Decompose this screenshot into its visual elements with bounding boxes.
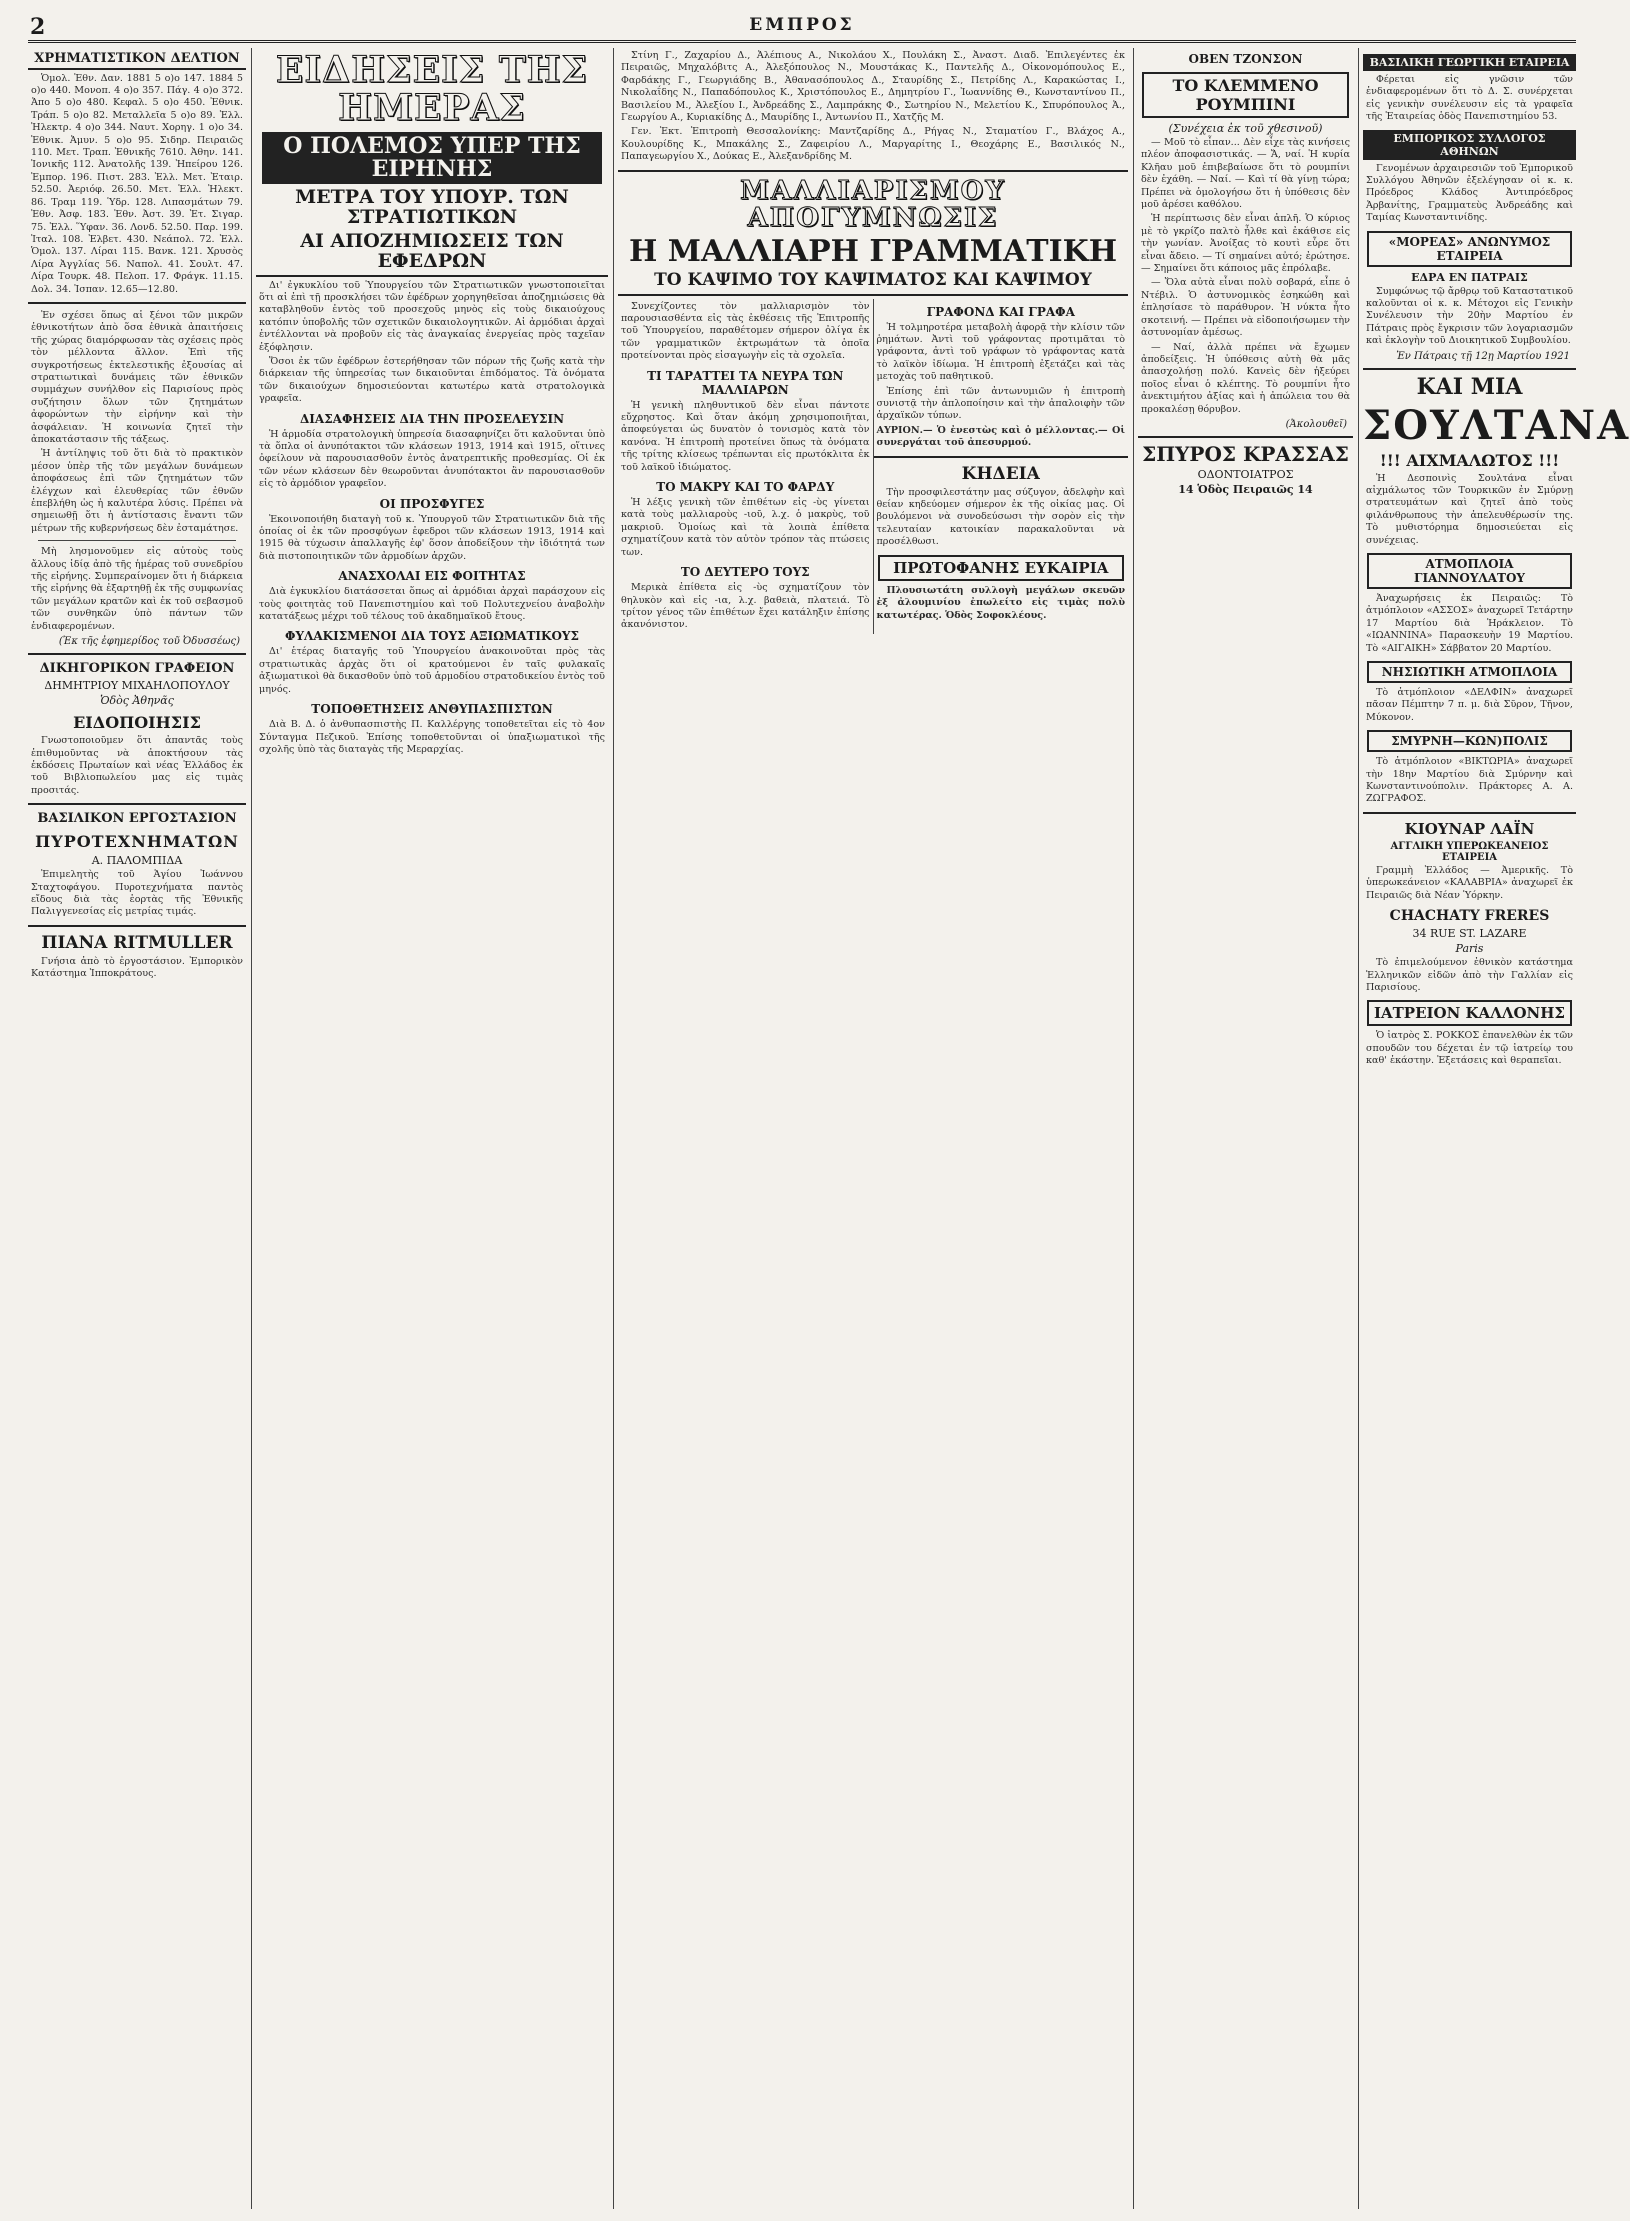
ad-title: ΣΟΥΛΤΑΝΑ [1363, 401, 1630, 449]
article-text: Διὰ Β. Δ. ὁ ἀνθυπασπιστὴς Π. Καλλέργης τοποθετεῖται εἰς τὸ 4ον Σύνταγμα Πεζικοῦ. Ἐπίσης τοποθετοῦνται οἱ ὑπαξιωματικοὶ τῆς σχολῆς ὑπὸ τὰς διαταγὰς τῆς Μεραρχίας. [259, 719, 605, 755]
ad-title: ΣΜΥΡΝΗ—ΚΩΝ)ΠΟΛΙΣ [1367, 730, 1572, 752]
subheading: ΑΝΑΣΧΟΛΑΙ ΕΙΣ ΦΟΙΤΗΤΑΣ [338, 569, 526, 584]
ad-pretitle: ΚΑΙ ΜΙΑ [1416, 373, 1523, 400]
column-2 [256, 48, 608, 2209]
list-text: Στίνη Γ., Ζαχαρίου Δ., Ἀλέπιους Α., Νικολάου Χ., Πουλάκη Σ., Ἀναστ. Διαδ. Ἐπιλεγέντες ἐκ Πειραιῶς, Μηχαλόβιτς Α., Ἀλεξόπουλος Ν., Μουστάκας Κ., Παντελῆς Δ., Οἰκονομόπουλος Ε., Φαρδάκης Γ., Γεωργιάδης Β., Ἀθανασόπουλος Δ., Σταυρίδης Σ., Πετρίδης Λ., Καρακώστας Ι., Νικολαΐδης Ν., Παπαδόπουλος Κ., Χριστόπουλος Ε., Δημητρίου Γ., Ἰωαννίδης Θ., Κωνσταντίνου Π., Βασιλείου Μ., Ἀλεξίου Ι., Ἀνδρεάδης Σ., Λαμπράκης Φ., Σωτηρίου Ν., Μελετίου Κ., Σπυρόπουλος Ἀ., Γεωργίου Α., Κυριακίδης Δ., Μαυρίδης Ι., Ἀντωνίου Π., Χατζῆς Μ. [621, 50, 1125, 124]
masthead [28, 14, 1576, 43]
story-text: — Ὅλα αὐτὰ εἶναι πολὺ σοβαρά, εἶπε ὁ Ντέβιλ. Ὁ ἀστυνομικὸς ἐσηκώθη καὶ ἐπλησίασε τὸ παράθυρον. Ἡ νύκτα ἦτο σκοτεινή. — Πρέπει νὰ εἰδοποιήσωμεν τὴν ἀστυνομίαν ἀμέσως. [1141, 277, 1350, 339]
ad-subtitle: ΕΔΡΑ ΕΝ ΠΑΤΡΑΙΣ [1411, 270, 1528, 284]
article-text: Ὅσοι ἐκ τῶν ἐφέδρων ἐστερήθησαν τῶν πόρων τῆς ζωῆς κατὰ τὴν διάρκειαν τῆς ὑπηρεσίας των δικαιοῦνται ἐπιδόματος. Τὰ ὀνόματα τῶν δικαιούχων δημοσιεύονται κατωτέρω κατὰ στρατολογικὰ γραφεῖα. [259, 355, 605, 405]
article-text: Ἡ τολμηροτέρα μεταβολὴ ἀφορᾷ τὴν κλίσιν τῶν ῥημάτων. Ἀντὶ τοῦ γράφοντας προτιμᾶται τὸ γράφοντα, ἀντὶ τοῦ γράφων τὸ γράφοντας κατὰ τὸ λαϊκὸν ἰδίωμα. Ἡ ἐπιτροπὴ ἐξετάζει καὶ τὰς μετοχὰς τοῦ παθητικοῦ. [876, 321, 1125, 383]
ad-text: Τὸ ἀτμόπλοιον «ΔΕΛΦΙΝ» ἀναχωρεῖ πᾶσαν Πέμπτην 7 π. μ. διὰ Σῦρον, Τῆνον, Μύκονον. [1366, 687, 1573, 723]
ad-title: ΠΙΑΝΑ RITMULLER [41, 932, 233, 953]
subheading: ΤΟ ΜΑΚΡΥ ΚΑΙ ΤΟ ΦΑΡΔΥ [656, 480, 835, 495]
ad-title: ΠΡΩΤΟΦΑΝΗΣ ΕΥΚΑΙΡΙΑ [878, 555, 1125, 581]
divider [1363, 368, 1576, 370]
ad-title: ΝΗΣΙΩΤΙΚΗ ΑΤΜΟΠΛΟΙΑ [1367, 661, 1572, 683]
article-text: Ἐπίσης ἐπὶ τῶν ἀντωνυμιῶν ἡ ἐπιτροπὴ συνιστᾷ τὴν ἀπλοποίησιν καὶ τὴν ἀπαλοιφὴν τῶν ἀρχαϊκῶν τύπων. [876, 385, 1125, 422]
ad-title: ΑΤΜΟΠΛΟΙΑ ΓΙΑΝΝΟΥΛΑΤΟΥ [1367, 553, 1572, 589]
ad-text: Τὸ ἐπιμελούμενον ἐθνικὸν κατάστημα Ἑλληνικῶν εἰδῶν ἀπὸ τὴν Γαλλίαν εἰς Παρισίους. [1366, 957, 1573, 993]
ad-title: ΒΑΣΙΛΙΚΗ ΓΕΩΡΓΙΚΗ ΕΤΑΙΡΕΙΑ [1363, 54, 1576, 71]
ad-text: Πλουσιωτάτη συλλογὴ μεγάλων σκευῶν ἐξ ἀλουμινίου ἐπωλείτο εἰς τιμὰς πολὺ κατωτέρας. Ὁδὸς Σοφοκλέους. [876, 584, 1125, 621]
ad-title: ΙΑΤΡΕΙΟΝ ΚΑΛΛΟΝΗΣ [1367, 1000, 1572, 1026]
ad-title: ΚΙΟΥΝΑΡ ΛΑΪΝ [1404, 819, 1535, 838]
column-4 [1138, 48, 1353, 2209]
subheading: ΤΙ ΤΑΡΑΤΤΕΙ ΤΑ ΝΕΥΡΑ ΤΩΝ ΜΑΛΛΙΑΡΩΝ [647, 368, 844, 397]
ad-text: Τὸ ἀτμόπλοιον «ΒΙΚΤΩΡΙΑ» ἀναχωρεῖ τὴν 18ην Μαρτίου διὰ Σμύρνην καὶ Κωνσταντινούπολιν. Πράκτορες Α. Α. ΖΩΓΡΑΦΟΣ. [1366, 756, 1573, 805]
story-text: Ἡ περίπτωσις δὲν εἶναι ἀπλῆ. Ὁ κύριος μὲ τὸ γκρίζο παλτὸ ἦλθε καὶ ἐκάθισε εἰς τὴν γωνίαν. Ἀνοίξας τὸ κουτὶ εὗρε ὅτι εἶναι ἄδειο. — Τί σημαίνει αὐτό; ἐρώτησε. — Σημαίνει ὅτι κάποιος μᾶς ἐπρόλαβε. [1141, 213, 1350, 275]
ad-text: Γενομένων ἀρχαιρεσιῶν τοῦ Ἐμπορικοῦ Συλλόγου Ἀθηνῶν ἐξελέγησαν οἱ κ. κ. Πρόεδρος Κλάδος Ἀντιπρόεδρος Ἀρβανίτης, Γραμματεὺς Ἀνδρεάδης καὶ Ταμίας Κωνσταντινίδης. [1366, 162, 1573, 224]
ad-subtitle: ΑΓΓΛΙΚΗ ΥΠΕΡΩΚΕΑΝΕΙΟΣ ΕΤΑΙΡΕΙΑ [1390, 840, 1549, 863]
headline-3: ΤΟ ΚΑΨΙΜΟ ΤΟΥ ΚΑΨΙΜΑΤΟΣ ΚΑΙ ΚΑΨΙΜΟΥ [618, 272, 1128, 296]
ad-text: Γραμμὴ Ἑλλάδος — Ἀμερικῆς. Τὸ ὑπερωκεάνειον «ΚΑΛΑΒΡΙΑ» ἀναχωρεῖ ἐκ Πειραιῶς διὰ Νέαν Ὑόρκην. [1366, 864, 1573, 901]
markets-title: ΧΡΗΜΑΤΙΣΤΙΚΟΝ ΔΕΛΤΙΟΝ [28, 52, 246, 70]
article-text: Τὴν προσφιλεστάτην μας σύζυγον, ἀδελφὴν καὶ θείαν κηδεύομεν σήμερον ἐκ τῆς οἰκίας μας. Οἱ βουλόμενοι νὰ συνοδεύσωσι τὴν σορὸν εἰς τὴν τελευταίαν κατοικίαν παρακαλοῦνται νὰ προσέλθωσι. [876, 486, 1125, 548]
divider [1363, 812, 1576, 814]
article-text: Μερικὰ ἐπίθετα εἰς -ὺς σχηματίζουν τὸν θηλυκὸν καὶ εἰς -ια, λ.χ. βαθειὰ, πλατειά. Τὸ τρίτον γένος τῶν ἐπιθέτων ἔχει κατάληξιν ἐπίσης ἀκανόνιστον. [621, 582, 870, 631]
list-text: Γεν. Ἐκτ. Ἐπιτροπὴ Θεσσαλονίκης: Μαντζαρίδης Δ., Ρήγας Ν., Σταματίου Γ., Βλάχος Α., Κουλουρίδης Κ., Μπακάλης Σ., Ζαφειρίου Λ., Μαργαρίτης Ι., Θεοχάρης Ε., Βασιλικός Ν., Παπαγεωργίου Χ., Δούκας Ε., Ἀλεξανδρίδης Μ. [621, 126, 1125, 163]
article-text: Δι' ἑτέρας διαταγῆς τοῦ Ὑπουργείου ἀνακοινοῦται πρὸς τὰς στρατιωτικὰς ἀρχὰς ὅτι οἱ κρατούμενοι ἐν ταῖς φυλακαῖς ἀξιωματικοὶ θὰ δικασθοῦν ὑπὸ τοῦ ἁρμοδίου στρατοδικείου ἐντὸς τοῦ μηνός. [259, 646, 605, 695]
article-columns [618, 299, 1128, 634]
column-1 [28, 48, 246, 2209]
subheading: ΤΟ ΔΕΥΤΕΡΟ ΤΟΥΣ [680, 565, 810, 580]
article-text: Ἡ ἁρμοδία στρατολογικὴ ὑπηρεσία διασαφηνίζει ὅτι καλοῦνται ὑπὸ τὰ ὅπλα οἱ ἀνυπότακτοι τῶν κλάσεων 1913, 1914 καὶ 1915, οἵτινες ὀφείλουν νὰ παρουσιασθοῦν ἐντὸς ἀνατρεπτικῆς προθεσμίας. Οἱ ἐκ τῶν νέων κλάσεων δὲν θεωροῦνται ἀνυπότακτοι ἂν παρουσιασθοῦν εἰς τὸ ἀρμόδιον γραφεῖον. [259, 428, 605, 490]
subheading: ΔΙΑΣΑΦΗΣΕΙΣ ΔΙΑ ΤΗΝ ΠΡΟΣΕΛΕΥΣΙΝ [299, 411, 565, 426]
ad-text: Φέρεται εἰς γνῶσιν τῶν ἐνδιαφερομένων ὅτι τὸ Δ. Σ. συνέρχεται εἰς γενικὴν συνέλευσιν εἰς τὰ γραφεῖα τῆς Ἑταιρείας ὁδὸς Πανεπιστημίου 53. [1366, 74, 1573, 123]
story-author: ΟΒΕΝ ΤΖΟΝΣΟΝ [1188, 52, 1303, 66]
subheading: ΦΥΛΑΚΙΣΜΕΝΟΙ ΔΙΑ ΤΟΥΣ ΑΞΙΩΜΑΤΙΚΟΥΣ [285, 629, 579, 644]
column-3 [618, 48, 1128, 2209]
article-right [874, 299, 1129, 634]
ad-text: Συμφώνως τῷ ἄρθρῳ τοῦ Καταστατικοῦ καλοῦνται οἱ κ. κ. Μέτοχοι εἰς Γενικὴν Συνέλευσιν τὴν 20ὴν Μαρτίου ἐν Πάτραις πρὸς ἔγκρισιν τῶν λογαριασμῶν καὶ ἐκλογὴν τοῦ Διοικητικοῦ Συμβουλίου. [1366, 285, 1573, 347]
story-text: — Ναί, ἀλλὰ πρέπει νὰ ἔχωμεν ἀποδείξεις. Ἡ ὑπόθεσις αὐτὴ θὰ μᾶς ἀπασχολήσῃ πολύ. Κανεὶς δὲν ἠξεύρει ποῖος εἶναι ὁ κλέπτης. Τὸ ρουμπίνι ἦτο ἀνεκτιμήτου ἀξίας καὶ ἡ ἀπώλεια του θὰ προκαλέσῃ θόρυβον. [1141, 341, 1350, 415]
article-text: Ἐκοινοποιήθη διαταγὴ τοῦ κ. Ὑπουργοῦ τῶν Στρατιωτικῶν διὰ τῆς ὁποίας οἱ ἐκ τῶν προσφύγων ἐφεδροι τῶν κλάσεων 1913, 1914 καὶ 1915 θὰ τύχωσιν ἀπαλλαγῆς ἐφ' ὅσον ἀποδείξουν τὴν ἰδιότητά των διὰ πιστοποιητικῶν τῶν ἀρμοδίων ἀρχῶν. [259, 513, 605, 562]
divider [28, 925, 246, 927]
article-text: Συνεχίζοντες τὸν μαλλιαρισμὸν τὸν παρουσιασθέντα εἰς τὰς ἐκθέσεις τῆς Ἐπιτροπῆς τοῦ Ὑπουργείου, παραθέτομεν σήμερον ὀλίγα ἐκ τῶν γραμματικῶν ἐκτρωμάτων τὰ ὁποῖα προτείνονται πρὸς εἰσαγωγὴν εἰς τὰ σχολεῖα. [621, 300, 870, 362]
ad-title: ΕΜΠΟΡΙΚΟΣ ΣΥΛΛΟΓΟΣ ΑΘΗΝΩΝ [1363, 130, 1576, 160]
article-text: Ἡ ἀντίληψις τοῦ ὅτι διὰ τὸ πρακτικὸν μέσον ὑπὲρ τῆς τῶν μεγάλων δυνάμεων ἀποφάσεως ἐπὶ τῶν ζητημάτων τῶν ἐλέγχων καὶ ἐλευθερίας τῶν ἐθνῶν ἐπεβλήθη ὡς ἡ καλυτέρα λύσις. Πρέπει νὰ σημειωθῇ ὅτι ἡ ἀντίστασις ἔναντι τῶν μέτρων τῆς κυβερνήσεως δὲν ἐσταμάτησε. [31, 448, 243, 534]
article-signature: ΑΥΡΙΟΝ.— Ὁ ἐνεστὼς καὶ ὁ μέλλοντας.— Οἱ συνεργάται τοῦ ἀπεσυρμού. [876, 424, 1125, 449]
column-5 [1363, 48, 1630, 2209]
ad-text: Ὁ ἰατρὸς Σ. ΡΟΚΚΟΣ ἐπανελθὼν ἐκ τῶν σπουδῶν του δέχεται ἐν τῷ ἰατρείῳ του καθ' ἑκάστην. Ἐξετάσεις καὶ θεραπεῖαι. [1366, 1030, 1573, 1067]
ad-address: 34 RUE ST. LAZARE [1412, 927, 1527, 941]
section-title: ΕΙΔΗΣΕΙΣ ΤΗΣ ΗΜΕΡΑΣ [275, 49, 589, 129]
ad-title: «ΜΟΡΕΑΣ» ΑΝΩΝΥΜΟΣ ΕΤΑΙΡΕΙΑ [1367, 231, 1572, 267]
article-text: Μὴ λησμονοῦμεν εἰς αὐτοὺς τοὺς ἄλλους ἰδίᾳ ἀπὸ τῆς ἡμέρας τοῦ συνεδρίου τῆς εἰρήνης. Συμπεραίνομεν ὅτι ἡ διάρκεια τῆς εἰρήνης θὰ ἐξαρτηθῇ ἐκ τῆς συμφωνίας τῶν μεγάλων κρατῶν καὶ ἐκ τοῦ σεβασμοῦ τῶν συνθηκῶν ὑπὸ πάντων τῶν ἐνδιαφερομένων. [31, 546, 243, 632]
ad-address: Ὁδὸς Ἀθηνᾶς [100, 694, 174, 708]
article-text: Ἐν σχέσει ὅπως αἱ ξένοι τῶν μικρῶν ἐθνικοτήτων ἀπὸ ὅσα ἐθνικὰ ἀπαιτήσεις τῆς χώρας διαμόρφωσαν τὰς σχέσεις πρὸς τὸν μέλλοντα ἄλλον. Ἐπὶ τῆς συγκροτήσεως ἐκτελεστικῆς ἐξουσίας αἱ στρατιωτικαὶ δυνάμεις τῶν ἐθνικῶν συμμάχων συνήλθον εἰς Παρισίους πρὸς συζήτησιν ὅλων τῶν ζητημάτων ἀφορώντων τὴν εἰρήνην καὶ τὴν ἀσφάλειαν. Ἡ κοινωνία ζητεῖ τὴν ἀποκατάστασιν τῆς τάξεως. [31, 309, 243, 446]
ad-title: ΔΙΚΗΓΟΡΙΚΟΝ ΓΡΑΦΕΙΟΝ [39, 661, 235, 677]
newspaper-page [28, 14, 1630, 2209]
ad-name: Α. ΠΑΛΟΜΠΙΔΑ [91, 854, 183, 868]
article-signature: (Ἐκ τῆς ἐφημερίδος τοῦ Ὀδυσσέως) [58, 636, 240, 648]
ad-text: Γνήσια ἀπὸ τὸ ἐργοστάσιον. Ἐμπορικὸν Κατάστημα Ἱπποκράτους. [31, 955, 243, 980]
headline-2: ΜΕΤΡΑ ΤΟΥ ΥΠΟΥΡ. ΤΩΝ ΣΤΡΑΤΙΩΤΙΚΩΝ [295, 185, 569, 228]
ad-title: ΕΙΔΟΠΟΙΗΣΙΣ [73, 713, 201, 733]
column-divider [1358, 48, 1359, 2209]
story-text: — Μοῦ τὸ εἶπαν... Δὲν εἶχε τὰς κινήσεις πλέον ἀποφασιστικάς. — Ἄ, ναί. Ἡ κυρία Κλῆαυ μοῦ ἐπιβεβαίωσε ὅτι τὸ ρουμπίνι δὲν ἐχάθη. — Ναί. — Καὶ τί θὰ γίνῃ τώρα; Πρέπει νὰ ὁμολογήσω ὅτι ἡ ὑπόθεσις δὲν μοῦ ἀρέσει καθόλου. [1141, 137, 1350, 211]
article-text: Ἡ γενικὴ πληθυντικοῦ δὲν εἶναι πάντοτε εὔχρηστος. Καὶ ὅταν ἀκόμη χρησιμοποιῆται, ἀποφεύγεται ὡς δυνατὸν ὁ τονισμὸς κατὰ τὸν κανόνα. Ἡ ἐπιτροπὴ προτείνει ὅπως τὰ ὀνόματα τῆς τρίτης κλίσεως τρέπωνται εἰς πρωτόκλιτα ἐκ τοῦ λαϊκοῦ ἰδιώματος. [621, 399, 870, 473]
column-divider [1133, 48, 1134, 2209]
paper-name: ΕΜΠΡΟΣ [749, 15, 855, 35]
story-continuation: (Συνέχεια ἐκ τοῦ χθεσινοῦ) [1168, 122, 1323, 135]
column-divider [613, 48, 614, 2209]
ad-city: Paris [1455, 942, 1484, 956]
divider [28, 803, 246, 805]
markets-text: Ὁμολ. Ἐθν. Δαν. 1881 5 ο)ο 147. 1884 5 ο)ο 440. Μονοπ. 4 ο)ο 357. Πάγ. 4 ο)ο 372. Ἀπο 5 ο)ο 480. Κεφαλ. 5 ο)ο 450. Ἐθνικ. Τράπ. 5 ο)ο 82. Μεταλλεῖα 5 ο)ο 89. Ἑλλ. Ἠλεκτρ. 4 ο)ο 344. Ναυτ. Χορηγ. 1 ο)ο 34. Ἐθνικ. Ἀμυν. 5 ο)ο 95. Σιδηρ. Πειραιῶς 110. Μετ. Τραπ. Ἐθνικῆς 7610. Ἀθην. 141. Ἰονικῆς 112. Ἀνατολῆς 139. Ἠπείρου 126. Ἐμπορ. 196. Πιστ. 283. Ἑλλ. Μετ. Ἐταιρ. 52.50. Ἀεριόφ. 26.50. Μετ. Ἑλλ. Ἠλεκτ. 86. Τραμ 119. Ὑδρ. 128. Λιπασμάτων 79. Ἐθν. Ἀσφ. 183. Ἐθν. Ἀστ. 39. Ἐτ. Σιγαρ. 75. Ἑλλ. Ὕφαν. 36. Λονδ. 52.50. Παρ. 199. Ἰταλ. 108. Ἐλβετ. 430. Νεάπολ. 72. Ἑλλ. Ὁμολ. 137. Λίραι 115. Βανκ. 121. Χρυσὸς Λίρα Ἀγγλίας 56. Ναπολ. 41. Σουλτ. 47. Λίρα Τουρκ. 48. Πελοπ. 17. Φράγκ. 11.15. Δολ. 34. Ἰσπαν. 12.65—12.80. [31, 72, 243, 295]
ad-text: Γνωστοποιοῦμεν ὅτι ἀπαντᾶς τοὺς ἐπιθυμοῦντας νὰ ἀποκτήσουν τὰς ἐκδόσεις Πρωταίων καὶ νέας Ἑλλάδος ἐκ τοῦ Βιβλιοπωλείου μας εἰς τιμὰς προσιτάς. [31, 735, 243, 796]
ad-name: ΣΠΥΡΟΣ ΚΡΑΣΣΑΣ [1142, 441, 1349, 466]
ad-title: ΒΑΣΙΛΙΚΟΝ ΕΡΓΟΣΤΑΣΙΟΝ [37, 811, 237, 827]
headline-1: ΜΑΛΛΙΑΡΙΣΜΟΥ ΑΠΟΓΥΜΝΩΣΙΣ [740, 175, 1006, 233]
article-text: Διὰ ἐγκυκλίου διατάσσεται ὅπως αἱ ἀρμόδιαι ἀρχαὶ παράσχουν εἰς τοὺς φοιτητὰς τοῦ Πανεπιστημίου καὶ τοῦ Πολυτεχνείου ἀναβολὴν κατατάξεως μέχρι τοῦ τέλους τοῦ ἀκαδημαϊκοῦ ἔτους. [259, 586, 605, 623]
ad-subtitle: !!! ΑΙΧΜΑΛΩΤΟΣ !!! [1379, 450, 1560, 470]
subheading: ΚΗΔΕΙΑ [961, 463, 1040, 484]
column-divider [251, 48, 252, 2209]
subheading: ΓΡΑΦΟΝΔ ΚΑΙ ΓΡΑΦΑ [926, 304, 1075, 319]
article-left [618, 299, 874, 634]
ad-title: CHACHATY FRERES [1389, 908, 1550, 925]
headline-3: ΑΙ ΑΠΟΖΗΜΙΩΣΕΙΣ ΤΩΝ ΕΦΕΔΡΩΝ [256, 232, 608, 277]
headline-1: Ο ΠΟΛΕΜΟΣ ΥΠΕΡ ΤΗΣ ΕΙΡΗΝΗΣ [262, 132, 602, 184]
divider [38, 540, 236, 541]
ad-text: Ἡ Δεσποινὶς Σουλτάνα εἶναι αἰχμάλωτος τῶν Τουρκικῶν ἐν Σμύρνῃ στρατευμάτων καὶ ζητεῖ ἀπὸ τοὺς φιλάνθρωπους τὴν ἀπελευθέρωσίν της. Τὸ μυθιστόρημα δημοσιεύεται εἰς συνέχειας. [1366, 472, 1573, 546]
ad-address: 14 Ὁδὸς Πειραιῶς 14 [1178, 482, 1313, 496]
ad-text: Ἐπιμελητὴς τοῦ Ἁγίου Ἰωάννου Σταχτοφάγου. Πυροτεχνήματα παντὸς εἴδους διὰ τὰς ἑορτὰς τῆς Ἐθνικῆς Παλιγγενεσίας εἰς μετρίας τιμάς. [31, 869, 243, 918]
ad-subtitle: ΠΥΡΟΤΕΧΝΗΜΑΤΩΝ [35, 832, 239, 852]
page-number: 2 [30, 14, 46, 40]
divider [618, 170, 1128, 172]
article-text: Δι' ἐγκυκλίου τοῦ Ὑπουργείου τῶν Στρατιωτικῶν γνωστοποιεῖται ὅτι αἱ ἐπὶ τῇ προσκλήσει τῶν ἐφέδρων χορηγηθεῖσαι ἀποζημιώσεις θὰ καταβληθοῦν ἐντὸς τοῦ προσεχοῦς μηνὸς εἰς τοὺς δικαιούχους κατόπιν ὑποβολῆς τῶν σχετικῶν δικαιολογητικῶν. Αἱ ἀρμόδιαι ἀρχαὶ ἐντέλλονται νὰ προβοῦν εἰς τὰς ἀναγκαίας ἐνεργείας πρὸς ταχεῖαν ἐξόφλησιν. [259, 279, 605, 353]
divider [28, 302, 246, 304]
ad-text: Ἀναχωρήσεις ἐκ Πειραιῶς: Τὸ ἀτμόπλοιον «ΑΣΣΟΣ» ἀναχωρεῖ Τετάρτην 17 Μαρτίου διὰ Ἡράκλειον. Τὸ «ΙΩΑΝΝΙΝΑ» Παρασκευὴν 19 Μαρτίου. Τὸ «ΑΙΓΑΙΚΗ» Σάββατον 20 Μαρτίου. [1366, 593, 1573, 654]
subheading: ΟΙ ΠΡΟΣΦΥΓΕΣ [379, 496, 485, 511]
subheading: ΤΟΠΟΘΕΤΗΣΕΙΣ ΑΝΘΥΠΑΣΠΙΣΤΩΝ [311, 702, 553, 717]
article-text: Ἡ λέξις γενικὴ τῶν ἐπιθέτων εἰς -ὺς γίνεται κατὰ τοὺς μαλλιαροὺς -ιοῦ, λ.χ. ὁ μακρὺς, τοῦ μακριοῦ. Ὁμοίως καὶ τὰ λοιπὰ ἐπίθετα σχηματίζουν κατὰ τὸν αὐτὸν τρόπον τὰς πτώσεις των. [621, 497, 870, 558]
divider [1138, 436, 1353, 438]
divider [28, 653, 246, 655]
columns [28, 48, 1630, 2209]
story-title: ΤΟ ΚΛΕΜΜΕΝΟ ΡΟΥΜΠΙΝΙ [1142, 72, 1349, 118]
ad-signature: Ἐν Πάτραις τῇ 12ῃ Μαρτίου 1921 [1396, 350, 1570, 362]
divider [874, 456, 1129, 458]
headline-2: Η ΜΑΛΛΙΑΡΗ ΓΡΑΜΜΑΤΙΚΗ [628, 234, 1118, 270]
ad-profession: ΟΔΟΝΤΟΙΑΤΡΟΣ [1197, 467, 1294, 481]
story-signature: (Ἀκολουθεῖ) [1285, 418, 1347, 430]
ad-name: ΔΗΜΗΤΡΙΟΥ ΜΙΧΑΗΛΟΠΟΥΛΟΥ [44, 679, 230, 693]
